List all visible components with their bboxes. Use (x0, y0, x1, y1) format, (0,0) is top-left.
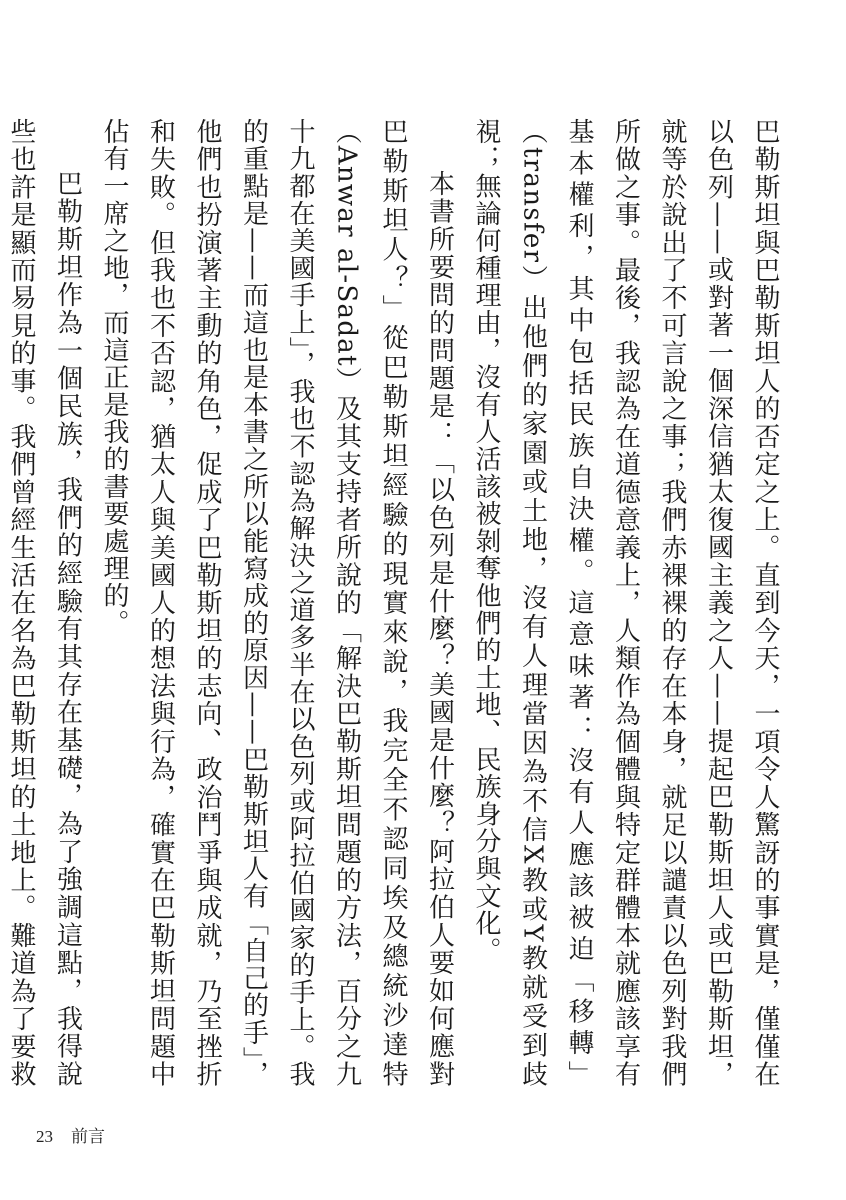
paragraph: 本書所要問的問題是：「以色列是什麼？美國是什麼？阿拉伯人要如何應對巴勒斯坦人？」從巴勒斯坦經驗的現實來說，我完全不認同埃及總統沙達特（Anwar al-Sadat）及其支持者所說的「解決巴勒斯坦問題的方法，百分之九十九都在美國手上」，我也不認為解決之道多半在以色列或阿拉伯國家的手上。我的重點是——而這也是本書之所以能寫成的原因——巴勒斯坦人有「自己的手」，他們也扮演著主動的角色，促成了巴勒斯坦的志向、政治鬥爭與成就，乃至挫折和失敗。但我也不否認，猶太人與美國人的想法與行為，確實在巴勒斯坦問題中佔有一席之地，而這正是我的書要處理的。 (99, 118, 455, 1088)
paragraph: 巴勒斯坦與巴勒斯坦人的否定之上。直到今天，一項令人驚訝的事實是，僅僅在以色列——或對著一個深信猶太復國主義之人——提起巴勒斯坦人或巴勒斯坦，就等於說出了不可言說之事；我們赤裸裸的存在本身，就足以譴責以色列對我們所做之事。最後，我認為在道德意義上，人類作為個體與特定群體本就應該享有基本權利，其中包括民族自決權。這意味著：沒有人應該被迫「移轉」（transfer）出他們的家園或土地，沒有人理當因為不信X教或Y教就受到歧視；無論何種理由，沒有人活該被剝奪他們的土地、民族身分與文化。 (471, 118, 780, 1088)
page-number: 23 (36, 1127, 53, 1146)
page-footer (36, 1122, 105, 1147)
body-text (6, 118, 788, 1088)
paragraph: 巴勒斯坦作為一個民族，我們的經驗有其存在基礎，為了強調這點，我得說些也許是顯而易見的事。我們曾經生活在名為巴勒斯坦的土地上。難道為了要救 (6, 118, 83, 1088)
running-title: 前言 (71, 1127, 105, 1146)
